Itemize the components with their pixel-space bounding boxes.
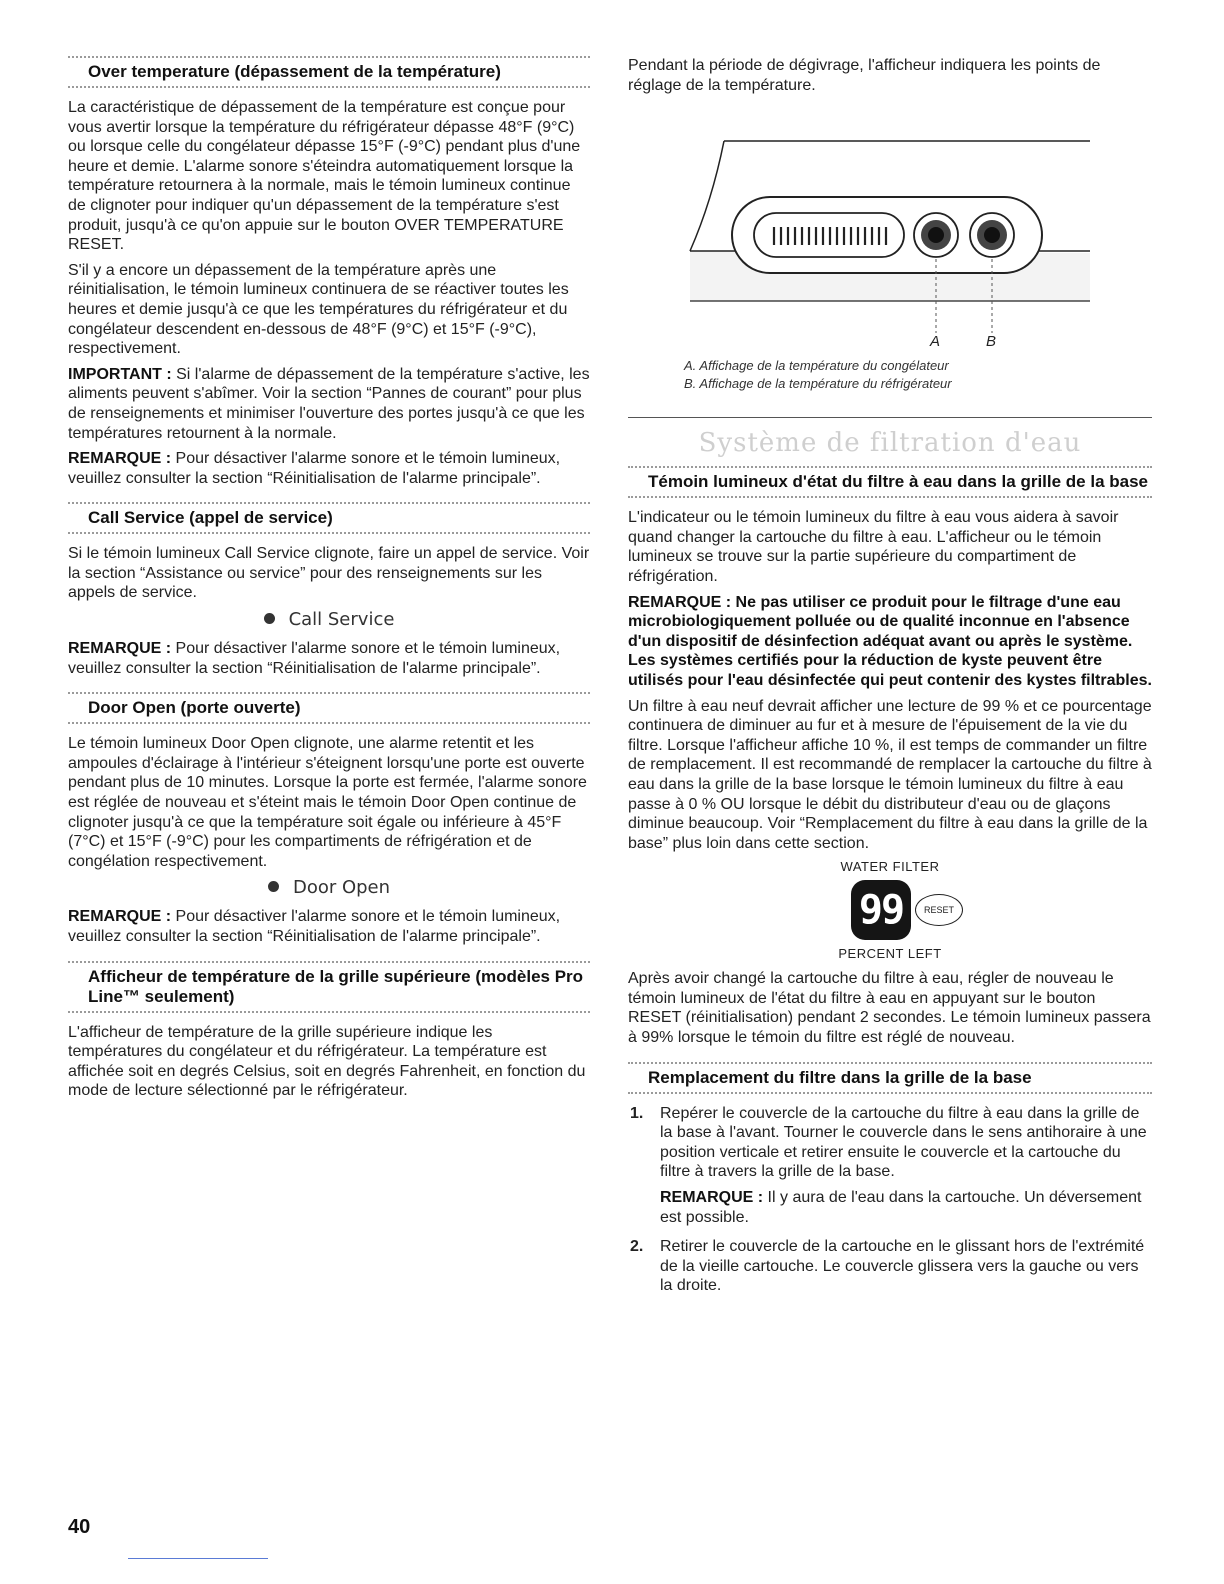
paragraph: L'afficheur de température de la grille supérieure indique les températures du congélateur et du réfrigérateur. La température est affichée soit en degrés Celsius, soit en degrés Fahrenheit, en fonction du mode de lecture sélectionné par le réfrigérateur. (68, 1023, 586, 1100)
filter-percent-display: 99 (851, 880, 911, 940)
note-label: REMARQUE : (660, 1189, 764, 1207)
section-title: Remplacement du filtre dans la grille de la base (648, 1067, 1032, 1087)
note-text: Pour désactiver l'alarme sonore et le témoin lumineux, veuillez consulter la section “Réinitialisation de l'alarme principale”. (68, 450, 561, 487)
water-filter-title: WATER FILTER (840, 859, 940, 875)
note-text: Pour désactiver l'alarme sonore et le témoin lumineux, veuillez consulter la section “Réinitialisation de l'alarme principale”. (68, 640, 561, 677)
bold-note: REMARQUE : Ne pas utiliser ce produit pour le filtrage d'une eau microbiologiquement polluée ou de qualité inconnue en l'absence d'un dispositif de désinfection adéquat avant ou après le système. Les systèmes certifiés pour la réduction de kyste peuvent être utilisés pour l'eau désinfectée qui peut contenir des kystes filtrables. (628, 593, 1152, 689)
over-temperature-section (68, 56, 590, 488)
section-header (68, 692, 590, 724)
section-title: Door Open (porte ouverte) (88, 698, 301, 718)
dotted-divider (68, 961, 590, 963)
dotted-divider (68, 86, 590, 88)
reset-button[interactable]: RESET (915, 894, 963, 926)
dotted-divider (628, 466, 1152, 468)
replacement-section (628, 1062, 1152, 1296)
caption-b: B. Affichage de la température du réfrigérateur (684, 376, 952, 392)
paragraph: Le témoin lumineux Door Open clignote, une alarme retentit et les ampoules d'éclairage à l'intérieur s'éteignent lorsqu'une porte est ouverte pendant plus de 10 minutes. Lorsque la porte est fermée, l'alarme sonore est réglée de nouveau et s'éteint mais le témoin Door Open continue de clignoter jusqu'à ce que la température soit égale ou inférieure à 45°F (7°C) et 15°F (-9°C) pour les compartiments de réfrigération et de congélation respectivement. (68, 735, 587, 870)
display-panel-illustration (628, 101, 1152, 333)
section-title: Témoin lumineux d'état du filtre à eau dans la grille de la base (648, 472, 1149, 492)
important-text: Si l'alarme de dépassement de la température s'active, les aliments peuvent s'abîmer. Voir la section “Pannes de courant” pour plus de renseignements et minimiser l'ouverture des portes jusqu'à ce que les températures retournent à la normale. (68, 365, 590, 442)
upper-grille-display-section (68, 961, 590, 1101)
indicator-label: Door Open (292, 877, 391, 899)
page-number: 40 (68, 1516, 91, 1538)
diagram-labels (628, 333, 1152, 357)
percent-left-label: PERCENT LEFT (838, 946, 942, 962)
important-label: IMPORTANT : (68, 365, 172, 383)
note-paragraph (68, 639, 590, 678)
note-label: REMARQUE : (68, 908, 172, 926)
step-number: 2. (630, 1238, 644, 1256)
step-text: Repérer le couvercle de la cartouche du filtre à eau dans la grille de la base à l'avant. Tourner le couvercle dans le sens antihoraire à une position verticale et retirer ensuite le couvercle et la cartouche du filtre à travers la grille de la base. (660, 1104, 1147, 1181)
note-text: Pour désactiver l'alarme sonore et le témoin lumineux, veuillez consulter la section “Réinitialisation de l'alarme principale”. (68, 908, 561, 945)
section-header (628, 1062, 1152, 1094)
paragraph: S'il y a encore un dépassement de la température après une réinitialisation, le témoin lumineux continuera de se réactiver toutes les heures et demie jusqu'à ce que les températures du réfrigérateur et du congélateur descendent en-dessous de 48°F (9°C) et 15°F (-9°C), respectivement. (68, 261, 569, 358)
water-filter-controls (662, 880, 1152, 940)
important-paragraph (68, 365, 590, 443)
dotted-divider (68, 56, 590, 58)
dotted-divider (628, 496, 1152, 498)
dotted-divider (68, 692, 590, 694)
steps-list (628, 1104, 1152, 1296)
dotted-divider (628, 1092, 1152, 1094)
dotted-divider (68, 722, 590, 724)
label-b: B (986, 333, 997, 351)
indicator-label: Call Service (288, 609, 395, 631)
note-label: REMARQUE : (68, 450, 172, 468)
dotted-divider (68, 532, 590, 534)
door-open-section (68, 692, 590, 946)
step-number: 1. (630, 1104, 644, 1122)
right-column (628, 56, 1152, 1306)
dotted-divider (628, 1062, 1152, 1064)
defrost-paragraph: Pendant la période de dégivrage, l'afficheur indiquera les points de réglage de la température. (628, 57, 1101, 94)
note-paragraph (68, 449, 590, 488)
note-paragraph (68, 907, 590, 946)
water-filter-panel (628, 859, 1152, 961)
section-header (68, 502, 590, 534)
section-rule (628, 417, 1152, 418)
call-service-section (68, 502, 590, 678)
indicator-light-icon (268, 881, 279, 892)
section-title: Call Service (appel de service) (88, 508, 333, 528)
section-header (68, 961, 590, 1013)
left-column (68, 56, 590, 1107)
panel-top-edge (690, 141, 724, 251)
step-text: Retirer le couvercle de la cartouche en le glissant hors de l'extrémité de la vieille cartouche. Le couvercle glissera vers la gauche ou vers la droite. (660, 1238, 1145, 1295)
section-header (68, 56, 590, 88)
water-filtration-banner: Système de filtration d'eau (698, 428, 1082, 459)
temperature-display-diagram (628, 101, 1152, 333)
dotted-divider (68, 1011, 590, 1013)
call-service-indicator (68, 609, 590, 631)
diagram-caption (684, 357, 1152, 393)
step-1 (628, 1104, 1152, 1228)
paragraph: Si le témoin lumineux Call Service clignote, faire un appel de service. Voir la section “Assistance ou service” pour des renseignements sur les appels de service. (68, 545, 590, 602)
label-a: A (930, 333, 941, 351)
paragraph: Après avoir changé la cartouche du filtre à eau, régler de nouveau le témoin lumineux de l'état du filtre à eau en appuyant sur le bouton RESET (réinitialisation) pendant 2 secondes. Le témoin lumineux passera à 99% lorsque le témoin du filtre est réglé de nouveau. (628, 970, 1151, 1047)
paragraph: L'indicateur ou le témoin lumineux du filtre à eau vous aidera à savoir quand changer la cartouche du filtre à eau. L'afficheur ou le témoin lumineux se trouve sur la partie supérieure du compartiment de réfrigération. (628, 509, 1119, 585)
section-header (628, 466, 1152, 498)
step-2 (628, 1237, 1152, 1296)
section-title: Afficheur de température de la grille supérieure (modèles Pro Line™ seulement) (88, 966, 584, 1006)
paragraph: Un filtre à eau neuf devrait afficher une lecture de 99 % et ce pourcentage continuera de diminuer au fur et à mesure de l'épuisement de la vie du filtre. Lorsque l'afficheur affiche 10 %, il est temps de commander un filtre de remplacement. Il est recommandé de remplacer la cartouche du filtre à eau dans la grille de la base lorsque le témoin lumineux du filtre à eau passe à 0 % OU lorsque le débit du distributeur d'eau ou de glaçons diminue beaucoup. Voir “Remplacement du filtre à eau dans la grille de la base” plus loin dans cette section. (628, 697, 1152, 852)
filter-status-section (628, 466, 1152, 1047)
door-open-indicator (68, 877, 590, 899)
note-label: REMARQUE : (68, 640, 172, 658)
indicator-light-icon (264, 613, 275, 624)
paragraph: La caractéristique de dépassement de la température est conçue pour vous avertir lorsque la température du réfrigérateur dépasse 48°F (9°C) ou lorsque celle du congélateur dépasse 15°F (-9°C) pendant plus d'une heure et demie. L'alarme sonore s'éteindra automatiquement lorsque la température retournera à la normale, mais le témoin lumineux continue de clignoter pour indiquer qu'un dépassement de la température s'est produit, jusqu'à ce qu'on appuie sur le bouton OVER TEMPERATURE RESET. (68, 99, 581, 254)
section-title: Over temperature (dépassement de la température) (88, 62, 501, 81)
note-text: Il y aura de l'eau dans la cartouche. Un déversement est possible. (660, 1189, 1142, 1226)
footer-line (128, 1558, 268, 1559)
dotted-divider (68, 502, 590, 504)
caption-a: A. Affichage de la température du congélateur (684, 358, 949, 374)
step-note (660, 1188, 1152, 1227)
